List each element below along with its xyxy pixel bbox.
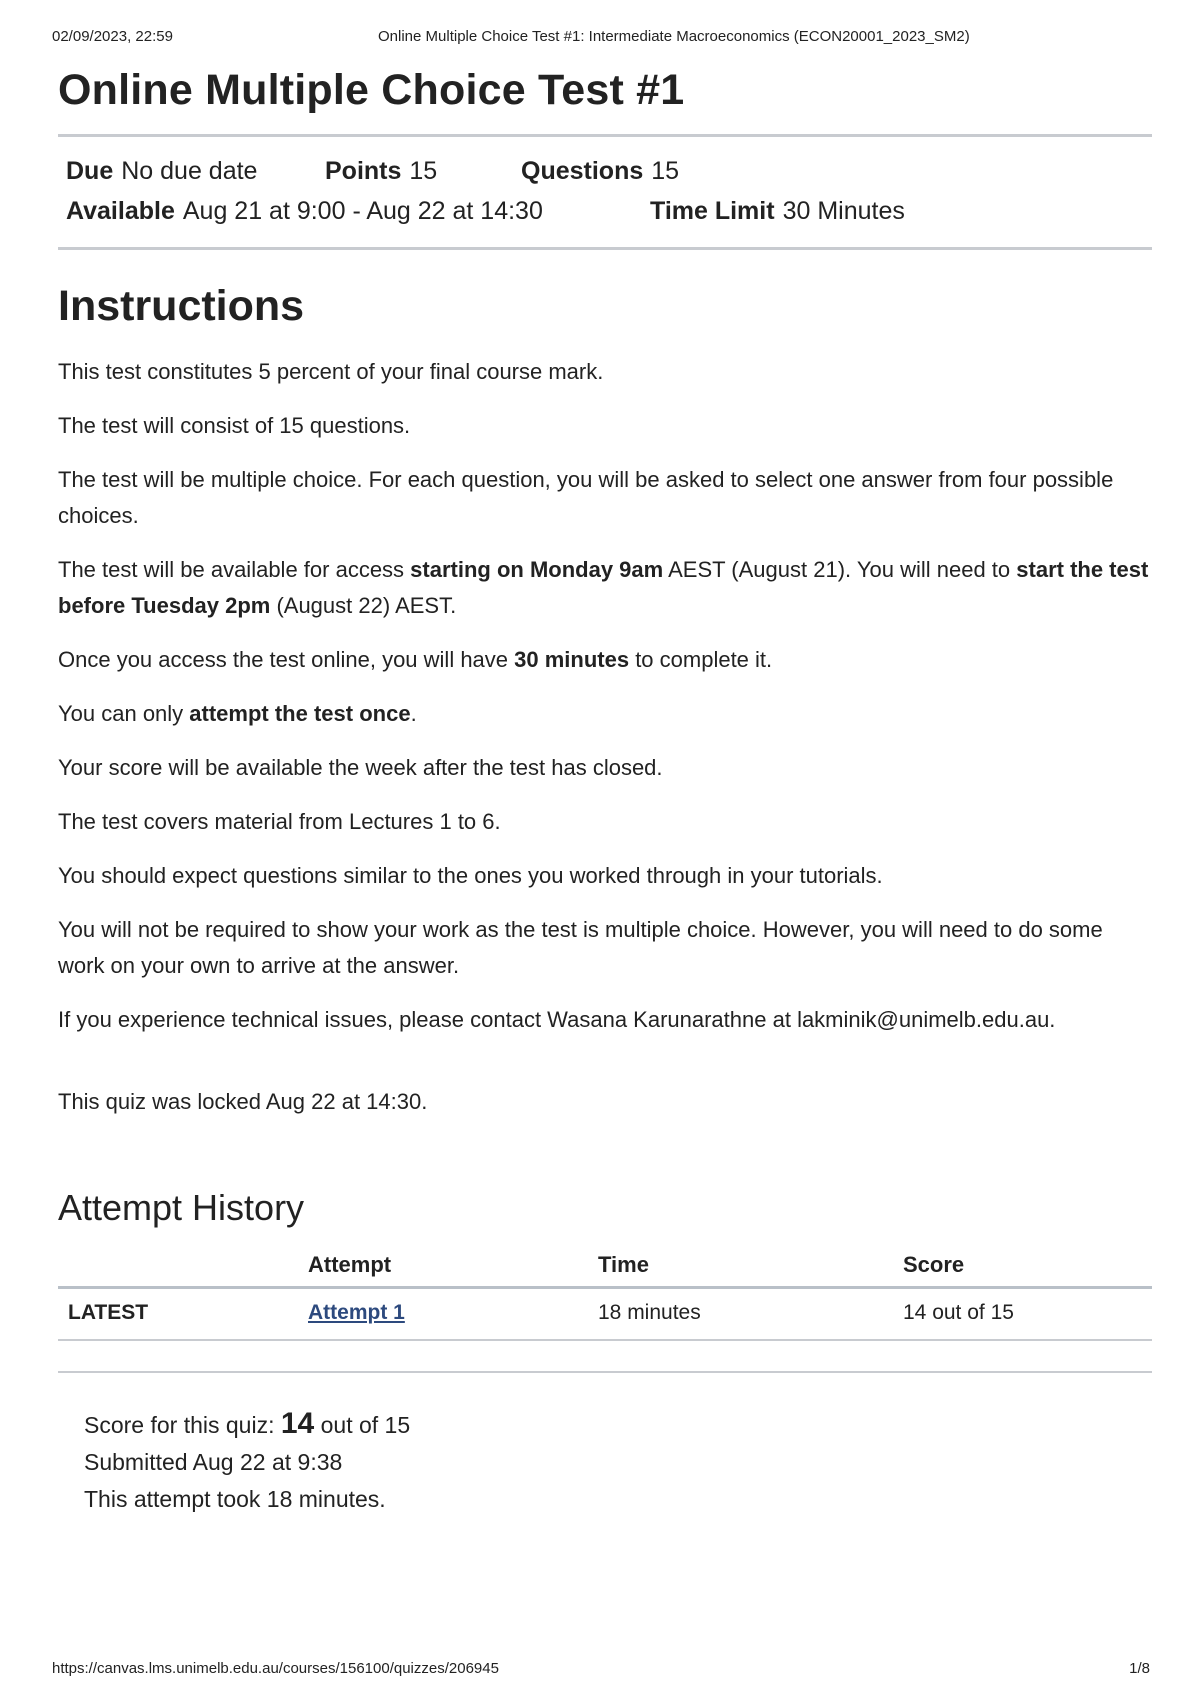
table-row — [58, 1288, 1152, 1341]
points-value: 15 — [409, 157, 438, 185]
instruction-paragraph: You should expect questions similar to the ones you worked through in your tutorials. — [58, 863, 883, 888]
questions-value: 15 — [651, 157, 680, 185]
attempt-history-heading: Attempt History — [58, 1187, 305, 1228]
attempt-link[interactable]: Attempt 1 — [308, 1301, 405, 1324]
instruction-paragraph: You will not be required to show your work as the test is multiple choice. However, you will need to do some work on your own to arrive at the answer. — [58, 917, 1103, 978]
points-label: Points — [325, 157, 402, 185]
available-info — [66, 191, 650, 231]
instruction-text: You can only — [58, 701, 190, 726]
attempt-cell — [298, 1288, 588, 1341]
instruction-emphasis: 30 minutes — [514, 647, 630, 672]
time-limit-info — [650, 191, 905, 231]
instruction-paragraph: The test will be multiple choice. For each question, you will be asked to select one answer from four possible choices. — [58, 467, 1114, 528]
instruction-text: (August 22) AEST. — [270, 593, 457, 618]
instruction-paragraph: If you experience technical issues, please contact Wasana Karunarathne at lakminik@unimelb.edu.au. — [58, 1007, 1056, 1032]
divider — [58, 1371, 1152, 1373]
time-limit-label: Time Limit — [650, 197, 775, 225]
instruction-paragraph — [58, 642, 1152, 678]
print-date: 02/09/2023, 22:59 — [52, 28, 173, 45]
instruction-text: to complete it. — [629, 647, 773, 672]
instruction-paragraph — [58, 552, 1152, 624]
instruction-paragraph — [58, 696, 1152, 732]
print-page-number: 1/8 — [1129, 1660, 1150, 1677]
submitted-time: Submitted Aug 22 at 9:38 — [84, 1449, 343, 1475]
due-value: No due date — [121, 157, 258, 185]
instruction-text: The test will be available for access — [58, 557, 411, 582]
column-header-time: Time — [588, 1244, 893, 1288]
score-value: 14 — [280, 1407, 315, 1440]
instruction-text: . — [410, 701, 417, 726]
quiz-details-row-2 — [66, 191, 1152, 231]
score-suffix: out of 15 — [314, 1412, 411, 1438]
instruction-emphasis: starting on Monday 9am — [410, 557, 664, 582]
time-cell: 18 minutes — [588, 1288, 893, 1341]
print-page-title: Online Multiple Choice Test #1: Intermediate Macroeconomics (ECON20001_2023_SM2) — [378, 28, 970, 45]
questions-info — [521, 151, 679, 191]
due-info — [66, 151, 325, 191]
questions-label: Questions — [521, 157, 644, 185]
instruction-paragraph: The test covers material from Lectures 1 to 6. — [58, 809, 501, 834]
instructions-heading: Instructions — [58, 282, 305, 330]
latest-tag: LATEST — [58, 1288, 298, 1341]
instruction-emphasis: attempt the test once — [189, 701, 411, 726]
quiz-details — [58, 134, 1152, 250]
column-header-attempt: Attempt — [298, 1244, 588, 1288]
available-value: Aug 21 at 9:00 - Aug 22 at 14:30 — [182, 197, 543, 225]
due-label: Due — [66, 157, 114, 185]
instruction-text: Once you access the test online, you will have — [58, 647, 515, 672]
score-cell: 14 out of 15 — [893, 1288, 1152, 1341]
quiz-locked-notice: This quiz was locked Aug 22 at 14:30. — [58, 1089, 428, 1114]
time-limit-value: 30 Minutes — [782, 197, 905, 225]
attempt-duration: This attempt took 18 minutes. — [84, 1486, 386, 1512]
quiz-details-row-1 — [66, 151, 1152, 191]
instruction-paragraph: The test will consist of 15 questions. — [58, 413, 411, 438]
instruction-text: AEST (August 21). You will need to — [663, 557, 1017, 582]
instructions-body — [58, 354, 1152, 1038]
points-info — [325, 151, 521, 191]
instruction-paragraph: Your score will be available the week after the test has closed. — [58, 755, 663, 780]
column-header-score: Score — [893, 1244, 1152, 1288]
available-label: Available — [66, 197, 175, 225]
print-url: https://canvas.lms.unimelb.edu.au/courses/156100/quizzes/206945 — [52, 1660, 499, 1677]
column-header-tag — [58, 1244, 298, 1288]
attempt-history-table — [58, 1244, 1152, 1341]
quiz-title: Online Multiple Choice Test #1 — [58, 66, 685, 114]
quiz-score-summary — [58, 1405, 1152, 1518]
quiz-content — [58, 64, 1152, 1518]
score-prefix: Score for this quiz: — [84, 1412, 281, 1438]
quiz-score-line — [84, 1405, 1152, 1444]
table-header-row — [58, 1244, 1152, 1288]
instruction-emphasis: start the test before Tuesday 2pm — [58, 557, 1149, 618]
instruction-paragraph: This test constitutes 5 percent of your final course mark. — [58, 359, 604, 384]
